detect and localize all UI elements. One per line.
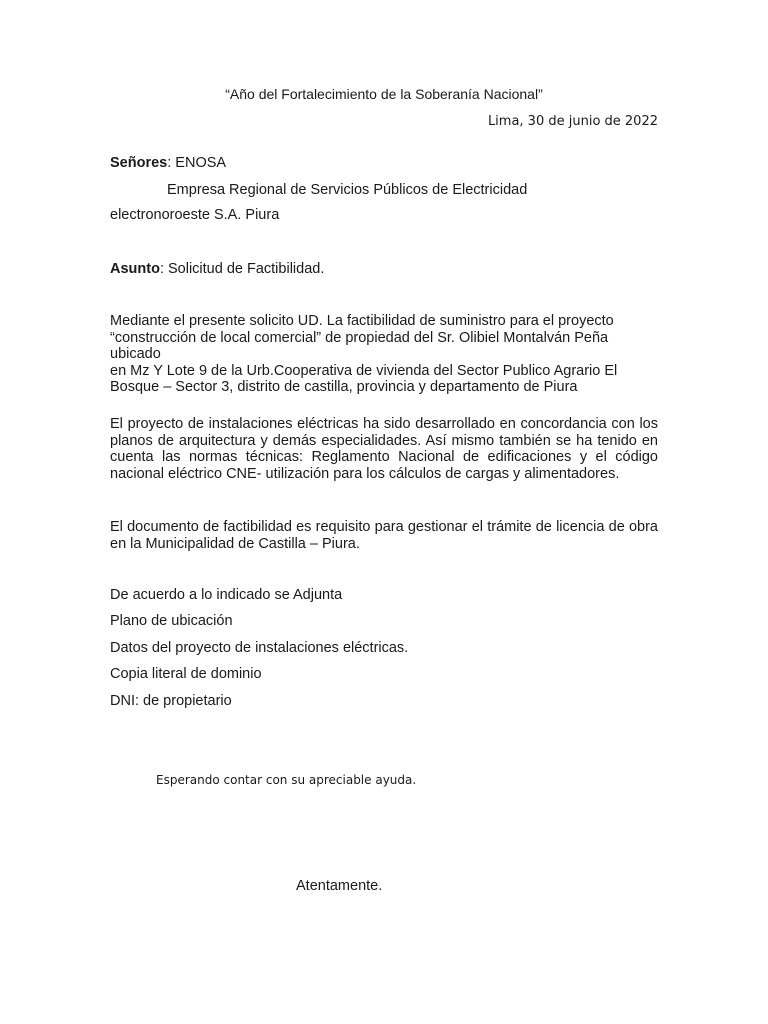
attachment-item: DNI: de propietario (110, 693, 232, 709)
attachment-item: Plano de ubicación (110, 613, 233, 629)
recipient-separator: : (167, 155, 176, 171)
body-paragraph-3: El documento de factibilidad es requisito para gestionar el trámite de licencia de obra en la Municipalidad de Castilla – Piura. (110, 519, 658, 552)
attachment-item: Copia literal de dominio (110, 666, 262, 682)
national-motto: “Año del Fortalecimiento de la Soberanía Nacional” (225, 86, 543, 102)
recipient-line (110, 155, 226, 171)
recipient-name: ENOSA (175, 155, 227, 171)
paragraph-line: Bosque – Sector 3, distrito de castilla, provincia y departamento de Piura (110, 379, 578, 395)
body-paragraph-2: El proyecto de instalaciones eléctricas ha sido desarrollado en concordancia con los planos de arquitectura y demás especialidades. Así mismo también se ha tenido en cuenta las normas técnicas: Reglamento Nacional de edificaciones y el código nacional eléctrico CNE- utilización para los cálculos de cargas y alimentadores. (110, 416, 658, 482)
paragraph-line: en Mz Y Lote 9 de la Urb.Cooperativa de vivienda del Sector Publico Agrario El (110, 362, 618, 379)
recipient-company-cont: electronoroeste S.A. Piura (110, 207, 280, 223)
closing-greeting: Esperando contar con su apreciable ayuda. (156, 773, 417, 787)
subject-label: Asunto (110, 261, 160, 277)
subject-line (110, 261, 324, 277)
body-paragraph-1 (110, 313, 658, 396)
attachments-intro: De acuerdo a lo indicado se Adjunta (110, 587, 343, 603)
recipient-label: Señores (110, 155, 168, 171)
paragraph-line: “construcción de local comercial” de propiedad del Sr. Olibiel Montalván Peña ubicado (110, 329, 609, 362)
recipient-company: Empresa Regional de Servicios Públicos de Electricidad (167, 182, 528, 198)
letter-date: Lima, 30 de junio de 2022 (487, 114, 658, 129)
subject-text: : Solicitud de Factibilidad. (159, 261, 325, 277)
attachment-item: Datos del proyecto de instalaciones eléctricas. (110, 640, 409, 656)
closing-signoff: Atentamente. (296, 878, 383, 894)
paragraph-line: Mediante el presente solicito UD. La factibilidad de suministro para el proyecto (110, 313, 614, 329)
